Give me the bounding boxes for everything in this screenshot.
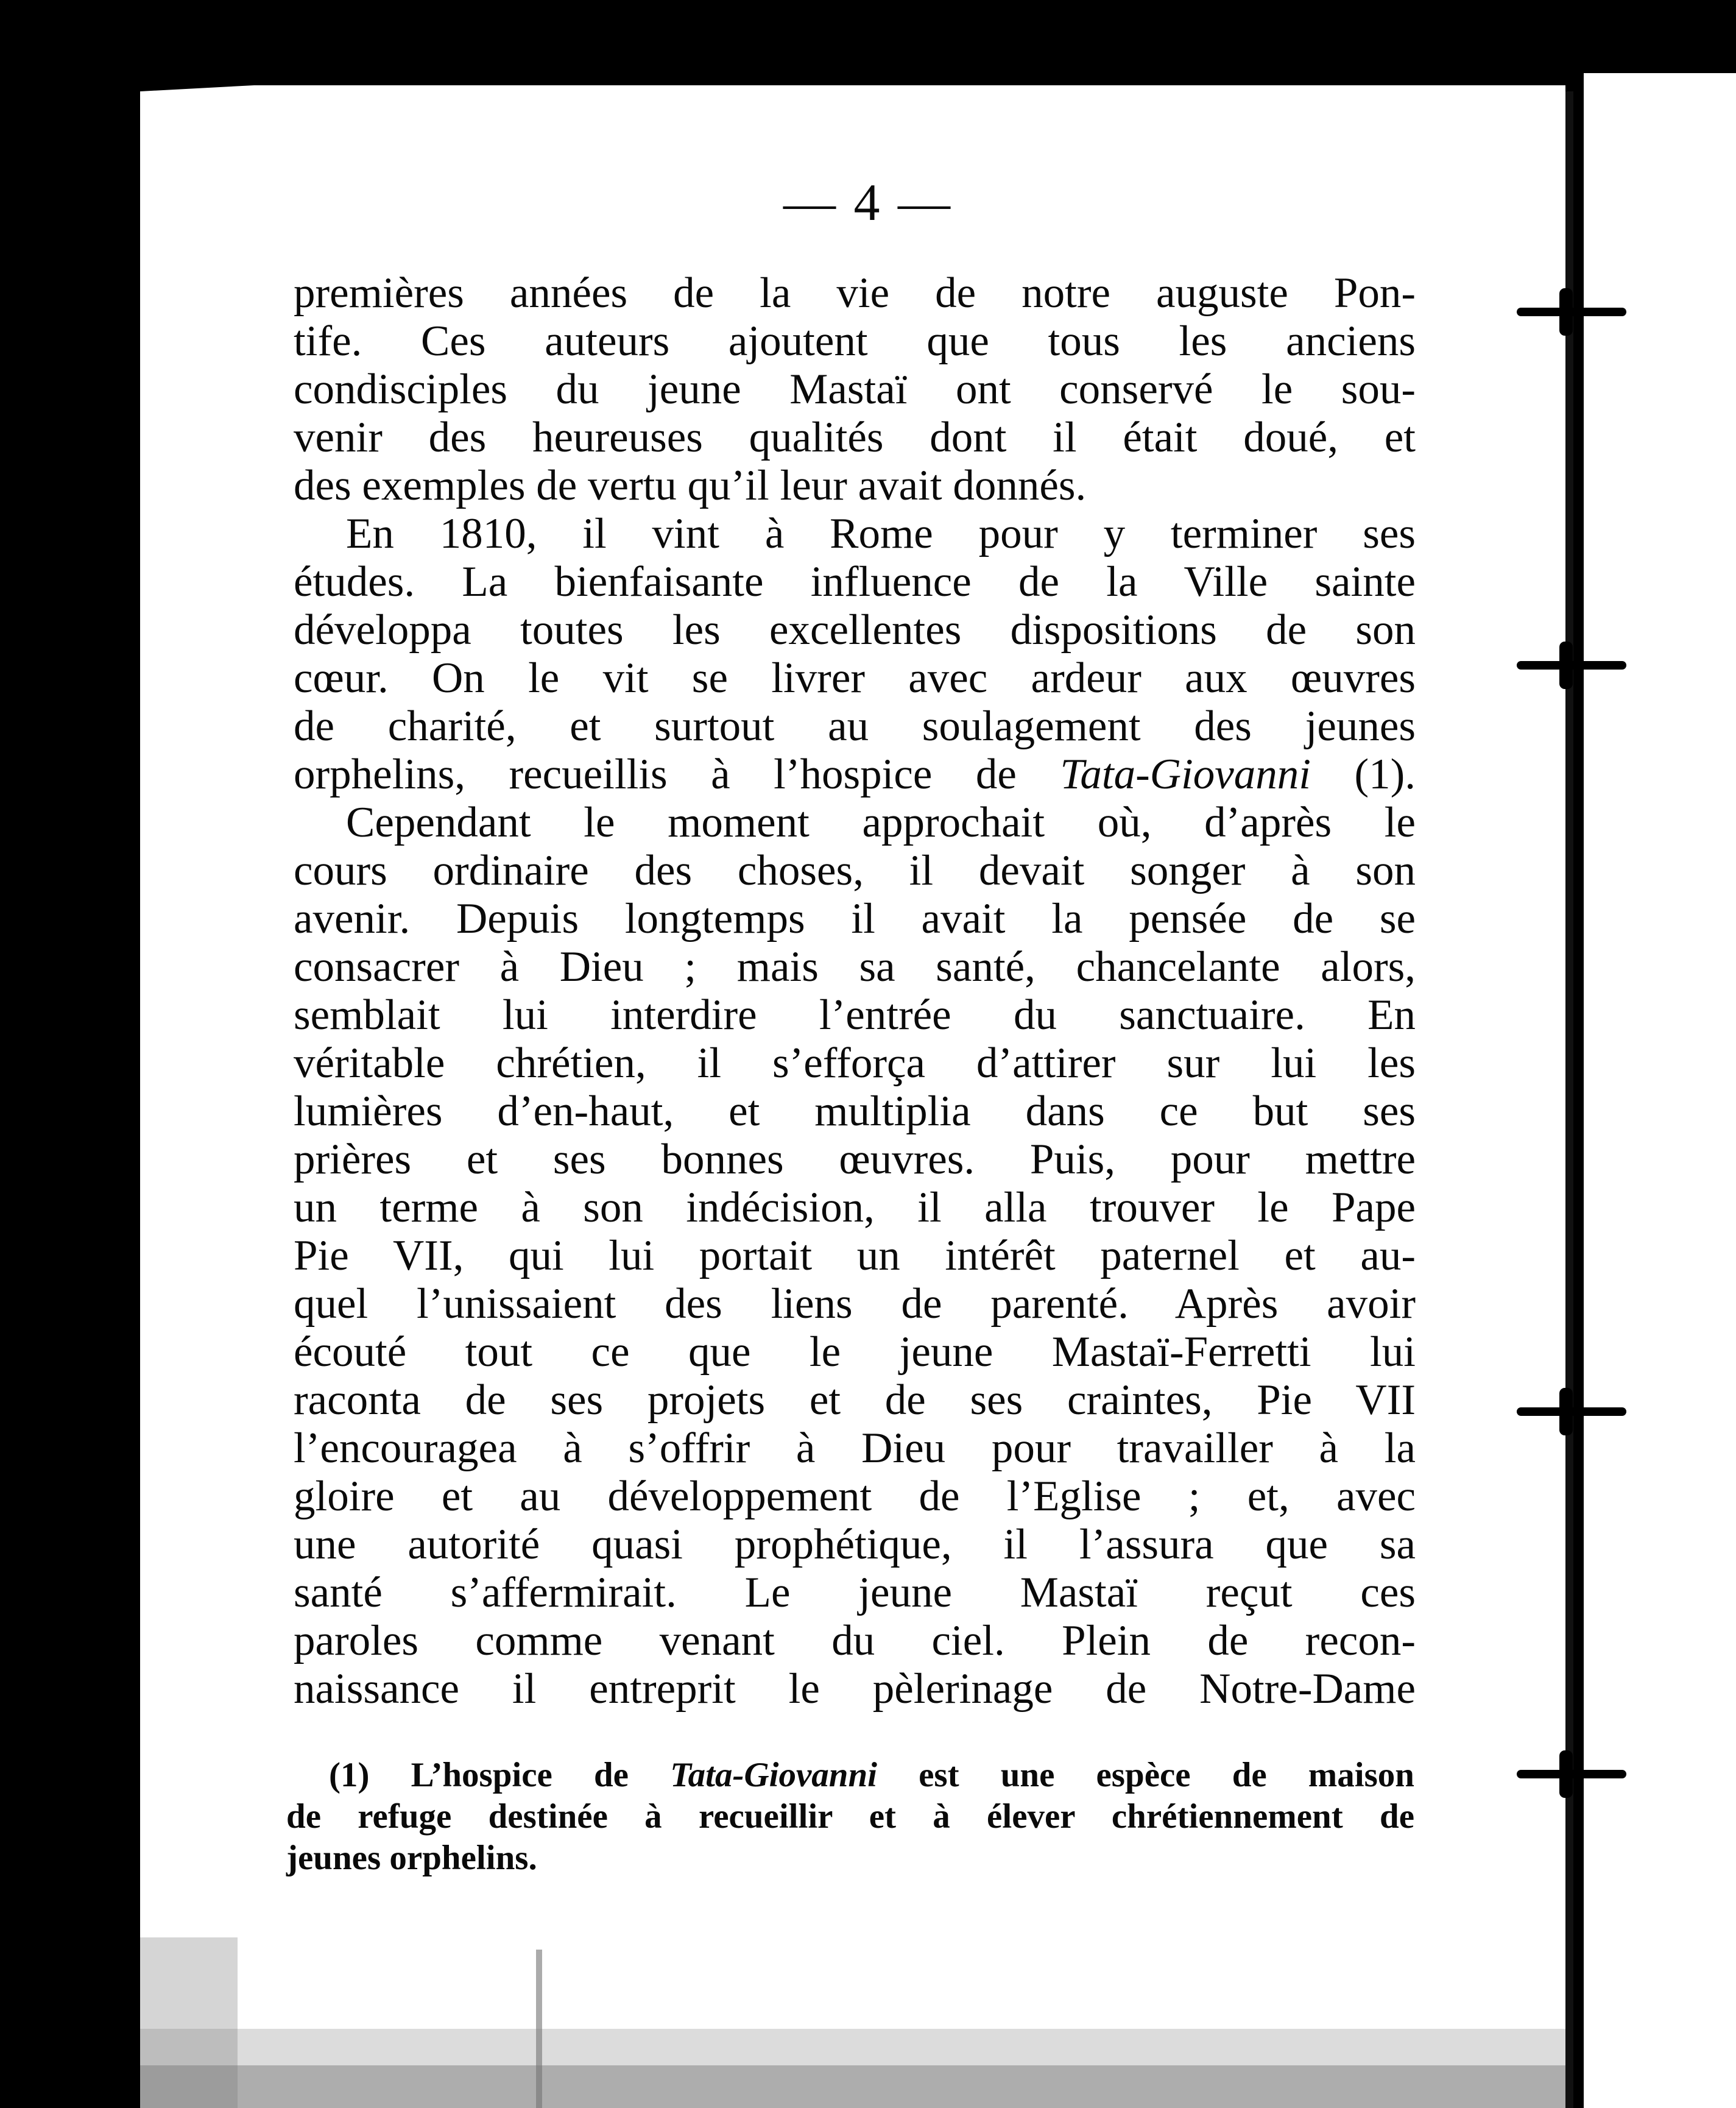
text-line: cœur. On le vit se livrer avec ardeur aux œuvres [294,654,1416,702]
footnote [286,1755,1414,1879]
text-segment: orphelins, recueillis à l’hospice de [294,751,1060,798]
binding-stitch [1517,1407,1626,1416]
paragraph-start-line: En 1810, il vint à Rome pour y terminer ses [346,510,1416,557]
text-line: semblait lui interdire l’entrée du sanctuaire. En [294,991,1416,1039]
text-line: écouté tout ce que le jeune Mastaï-Ferretti lui [294,1328,1416,1376]
text-line: lumières d’en-haut, et multiplia dans ce but ses [294,1088,1416,1135]
text-line: quel l’unissaient des liens de parenté. Après avoir [294,1280,1416,1328]
text-line: une autorité quasi prophétique, il l’assura que sa [294,1521,1416,1568]
italic-name: Tata-Giovanni [1060,751,1311,798]
text-line: un terme à son indécision, il alla trouver le Pape [294,1184,1416,1231]
text-line: naissance il entreprit le pèlerinage de Notre-Dame [294,1665,1416,1713]
binding-stitch [1517,1770,1626,1778]
text-line: l’encouragea à s’offrir à Dieu pour travailler à la [294,1424,1416,1472]
footnote-italic-name: Tata-Giovanni [670,1756,878,1794]
text-line-with-note [294,751,1416,799]
text-line: Pie VII, qui lui portait un intérêt paternel et au- [294,1232,1416,1279]
binding-stitch [1517,661,1626,670]
text-line: gloire et au développement de l’Eglise ; et, avec [294,1473,1416,1520]
text-line: consacrer à Dieu ; mais sa santé, chancelante alors, [294,943,1416,991]
text-line: cours ordinaire des choses, il devait songer à son [294,847,1416,894]
text-line: paroles comme venant du ciel. Plein de recon- [294,1617,1416,1664]
page-number: — 4 — [783,173,953,232]
text-line: des exemples de vertu qu’il leur avait donnés. [294,462,1087,509]
text-line: tife. Ces auteurs ajoutent que tous les anciens [294,317,1416,365]
text-line: de charité, et surtout au soulagement des jeunes [294,702,1416,750]
footnote-marker: (1) L’hospice de [329,1756,671,1794]
footnote-line: jeunes orphelins. [286,1839,537,1877]
footnote-text: est une espèce de maison [877,1756,1415,1794]
paragraph-start-line: Cependant le moment approchait où, d’après le [346,799,1416,846]
text-line: véritable chrétien, il s’efforça d’attirer sur lui les [294,1039,1416,1087]
binding-stitch [1517,308,1626,316]
text-line: études. La bienfaisante influence de la Ville sainte [294,558,1416,606]
text-line: prières et ses bonnes œuvres. Puis, pour mettre [294,1136,1416,1183]
text-line: venir des heureuses qualités dont il était doué, et [294,414,1416,461]
text-line: premières années de la vie de notre auguste Pon- [294,269,1416,317]
footnote-reference: (1). [1310,751,1416,798]
text-line: raconta de ses projets et de ses craintes, Pie VII [294,1376,1416,1424]
text-line: condisciples du jeune Mastaï ont conservé le sou- [294,366,1416,413]
text-line: avenir. Depuis longtemps il avait la pensée de se [294,895,1416,943]
footnote-line [286,1755,1414,1796]
next-page-edge [1584,73,1736,2108]
body-text [294,269,1416,1713]
text-line: développa toutes les excellentes dispositions de son [294,606,1416,654]
footnote-line: de refuge destinée à recueillir et à élever chrétiennement de [286,1797,1414,1836]
text-line: santé s’affermirait. Le jeune Mastaï reçut ces [294,1569,1416,1616]
